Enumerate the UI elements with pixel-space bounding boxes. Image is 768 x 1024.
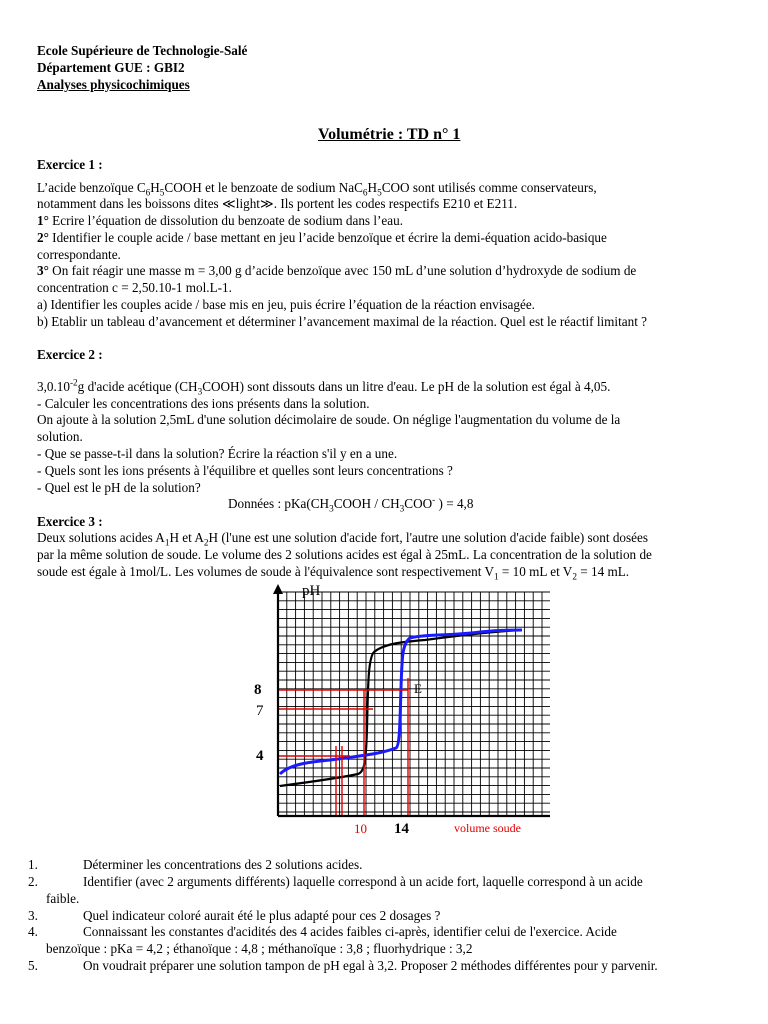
page-title: Volumétrie : TD n° 1 (318, 126, 461, 143)
question-number: 1. (28, 857, 38, 872)
question-text: Connaissant les constantes d'acidités des 4 acides faibles ci-après, identifier celui de l'exercice. Acide (83, 924, 617, 939)
x-axis-label: volume soude (454, 821, 521, 835)
y-tick-4: 4 (256, 748, 264, 764)
ex1-q3b: b) Etablir un tableau d’avancement et déterminer l’avancement maximal de la réaction. Quel est le réactif limitant ? (37, 314, 648, 329)
ex1-q3-cont: concentration c = 2,50.10-1 mol.L-1. (37, 280, 232, 295)
course-name: Analyses physicochimiques (37, 77, 190, 92)
ex2-line6: - Quels sont les ions présents à l'équilibre et quelles sont leurs concentrations ? (37, 463, 453, 478)
question-number: 2. (28, 874, 38, 889)
y-tick-8: 8 (254, 682, 262, 698)
ex1-q2-cont: correspondante. (37, 247, 121, 262)
ex1-heading: Exercice 1 : (37, 157, 103, 172)
question-text: On voudrait préparer une solution tampon de pH egal à 3,2. Proposer 2 méthodes différentes pour y parvenir. (83, 958, 658, 973)
question-text: Déterminer les concentrations des 2 solutions acides. (83, 857, 363, 872)
ex2-line1: $3,0.10^{-2}g$ d'acide acétique $(CH_3COOH)$ sont dissouts dans un litre d'eau. Le pH de la solution est égal à 4,05. (37, 377, 611, 397)
ex1-intro-line2: notamment dans les boissons dites ≪light≫. Ils portent les codes respectifs E210 et E211. (37, 196, 518, 211)
ex1-q3a: a) Identifier les couples acide / base mis en jeu, puis écrire l’équation de la réaction envisagée. (37, 297, 535, 312)
question-number: 4. (28, 924, 38, 939)
ex2-line5: - Que se passe-t-il dans la solution? Écrire la réaction s'il y en a une. (37, 446, 398, 461)
ex2-data: Données : $pKa(CH_3COOH / CH_3COO^-$ ) = 4,8 (228, 494, 474, 514)
graph-grid (278, 592, 550, 816)
x-tick-14: 14 (394, 821, 409, 837)
equivalence-point-label: E (414, 681, 422, 696)
ex2-heading: Exercice 2 : (37, 347, 103, 362)
question-text: Quel indicateur coloré aurait été le plus adapté pour ces 2 dosages ? (83, 908, 441, 923)
ex2-line7: - Quel est le pH de la solution? (37, 480, 201, 495)
ex3-line2: par la même solution de soude. Le volume des 2 solutions acides est égal à 25mL. La concentration de la solution de (37, 547, 652, 562)
ex1-q3: 3° On fait réagir une masse m = 3,00 g d’acide benzoïque avec 150 mL d’une solution d’hydroxyde de sodium de (37, 263, 637, 278)
department-name: Département GUE : GBI2 (37, 60, 185, 75)
titration-graph (250, 578, 560, 840)
equivalence-guides (278, 678, 408, 816)
question-text: faible. (46, 891, 80, 906)
question-number: 3. (28, 908, 38, 923)
question-number: 5. (28, 958, 38, 973)
ex3-line3: soude est égale à 1mol/L. Les volumes de soude à l'équivalence sont respectivement $V_1 = 10$ mL et $V_2 = 14$ mL. (37, 564, 630, 582)
y-tick-7: 7 (256, 703, 264, 719)
x-tick-10: 10 (354, 821, 367, 836)
ex2-line2: - Calculer les concentrations des ions présents dans la solution. (37, 396, 370, 411)
school-name: Ecole Supérieure de Technologie-Salé (37, 43, 248, 58)
question-text: benzoïque : pKa = 4,2 ; éthanoïque : 4,8 ; méthanoïque : 3,8 ; fluorhydrique : 3,2 (46, 941, 473, 956)
ex1-q1: 1° Ecrire l’équation de dissolution du benzoate de sodium dans l’eau. (37, 213, 404, 228)
ex2-line4: solution. (37, 429, 83, 444)
ex1-intro-line1: L’acide benzoïque $C_6H_5COOH$ et le benzoate de sodium $NaC_6H_5COO$ sont utilisés comme conservateurs, (37, 180, 597, 198)
ex3-line1: Deux solutions acides $A_1H$ et $A_2H$ (l'une est une solution d'acide fort, l'autre une solution d'acide faible) sont dosées (37, 530, 648, 548)
y-axis-label: pH (302, 583, 321, 599)
question-text: Identifier (avec 2 arguments différents) laquelle correspond à un acide fort, laquelle correspond à un acide (83, 874, 643, 889)
ex3-heading: Exercice 3 : (37, 514, 103, 529)
ex1-q2: 2° Identifier le couple acide / base mettant en jeu l’acide benzoïque et écrire la demi-équation acido-basique (37, 230, 607, 245)
ex2-line3: On ajoute à la solution 2,5mL d'une solution décimolaire de soude. On néglige l'augmentation du volume de la (37, 412, 621, 427)
